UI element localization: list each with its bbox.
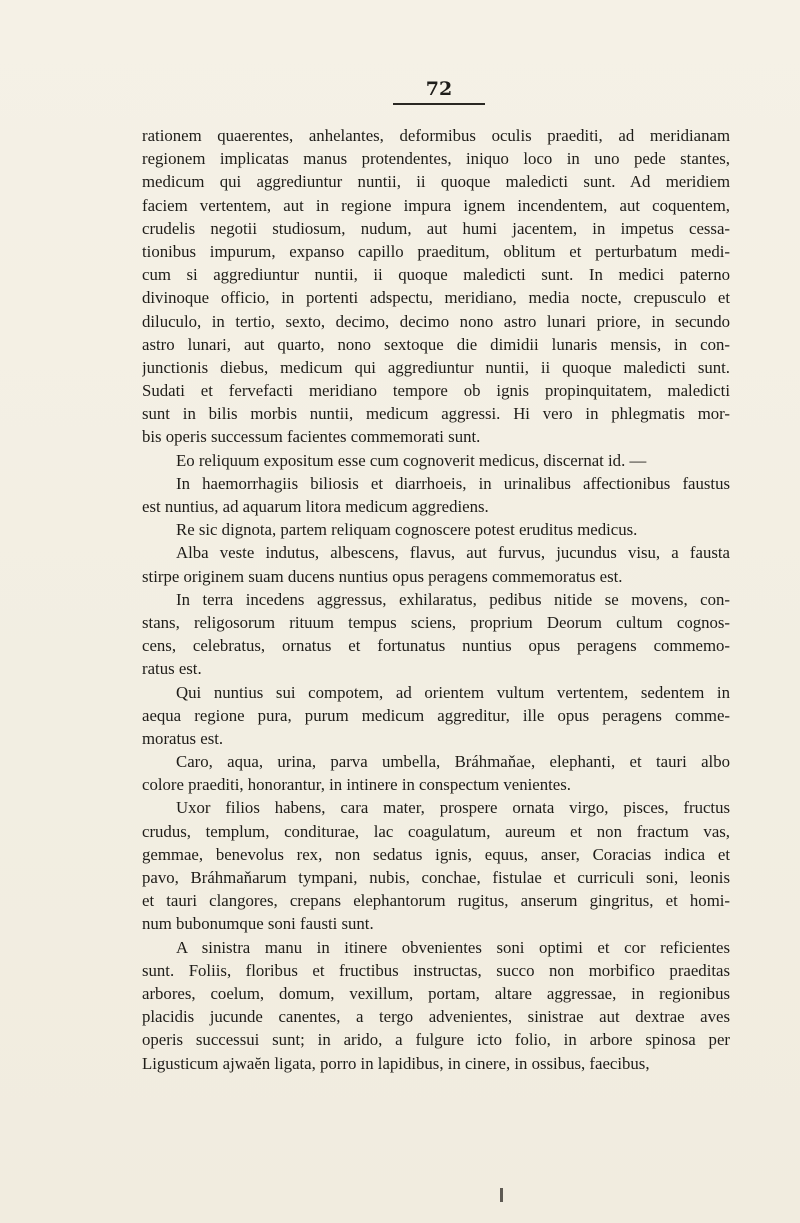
text-line: operis successui sunt; in arido, a fulgure icto folio, in arbore spinosa per [142,1030,730,1050]
paragraph [142,588,730,681]
text-line: et tauri clangores, crepans elephantorum rugitus, anserum gingritus, et homi- [142,891,730,911]
text-line: stirpe originem suam ducens nuntius opus peragens commemoratus est. [142,566,623,586]
text-line: aequa regione pura, purum medicum aggreditur, ille opus peragens comme- [142,705,730,725]
text-line: ratus est. [142,659,202,679]
page-number: 72 [425,78,453,100]
text-line: In terra incedens aggressus, exhilaratus, pedibus nitide se movens, con- [176,589,730,609]
text-line: divinoque officio, in portenti adspectu, meridiano, media nocte, crepusculo et [142,288,730,308]
ink-mark [500,1188,503,1202]
text-line: faciem vertentem, aut in regione impura ignem incendentem, aut coquentem, [142,195,730,215]
paragraph [142,750,730,796]
text-line: junctionis diebus, medicum qui aggrediuntur nuntii, ii quoque maledicti sunt. [142,357,730,377]
text-line: cum si aggrediuntur nuntii, ii quoque maledicti sunt. In medici paterno [142,265,730,285]
text-line: bis operis successum facientes commemorati sunt. [142,427,481,447]
paragraph [142,472,730,518]
text-line: A sinistra manu in itinere obvenientes soni optimi et cor reficientes [176,937,730,957]
text-line: stans, religosorum rituum tempus sciens, proprium Deorum cultum cognos- [142,612,730,632]
text-line: astro lunari, aut quarto, nono sextoque die dimidii lunaris mensis, in con- [142,334,730,354]
text-line: moratus est. [142,728,224,748]
text-line: crudus, templum, conditurae, lac coagulatum, aureum et non fractum vas, [142,821,730,841]
text-line: Uxor filios habens, cara mater, prospere ornata virgo, pisces, fructus [176,798,730,818]
text-line: est nuntius, ad aquarum litora medicum aggrediens. [142,497,489,516]
text-line: num bubonumque soni fausti sunt. [142,914,374,934]
text-line: regionem implicatas manus protendentes, iniquo loco in uno pede stantes, [142,149,730,169]
page-number-rule [393,103,485,105]
text-line: Ligusticum ajwaĕn ligata, porro in lapidibus, in cinere, in ossibus, faecibus, [142,1053,650,1073]
text-line: medicum qui aggrediuntur nuntii, ii quoque maledicti sunt. Ad meridiem [142,172,730,192]
text-line: tionibus impurum, expanso capillo praeditum, oblitum et perturbatum medi- [142,241,730,261]
text-line: Sudati et fervefacti meridiano tempore ob ignis propinquitatem, maledicti [142,381,730,401]
text-line: colore praediti, honorantur, in intinere in conspectum venientes. [142,775,571,795]
body-text [142,124,730,1075]
text-line: pavo, Bráhmaňarum tympani, nubis, conchae, fistulae et curriculi soni, leonis [142,868,730,887]
text-line: Re sic dignota, partem reliquam cognoscere potest eruditus medicus. [176,520,638,540]
paragraph [142,541,730,587]
paragraph [142,124,730,449]
paragraph [142,518,730,541]
paragraph [142,449,730,472]
text-line: crudelis negotii studiosum, nudum, aut humi jacentem, in impetus cessa- [142,218,730,238]
text-line: sunt. Foliis, floribus et fructibus instructas, succo non morbifico praeditas [142,960,730,980]
text-line: gemmae, benevolus rex, non sedatus ignis, equus, anser, Coracias indica et [142,844,730,864]
text-line: diluculo, in tertio, sexto, decimo, decimo nono astro lunari priore, in secundo [142,311,730,331]
text-line: Caro, aqua, urina, parva umbella, Bráhmaňae, elephanti, et tauri albo [176,752,730,772]
paragraph [142,936,730,1075]
text-line: cens, celebratus, ornatus et fortunatus nuntius opus peragens commemo- [142,636,730,656]
text-line: placidis jucunde canentes, a tergo advenientes, sinistrae aut dextrae aves [142,1007,730,1027]
text-line: Eo reliquum expositum esse cum cognoverit medicus, discernat id. — [176,450,647,470]
paragraph [142,681,730,751]
paragraph [142,796,730,935]
text-line: sunt in bilis morbis nuntii, medicum aggressi. Hi vero in phlegmatis mor- [142,404,730,424]
text-line: arbores, coelum, domum, vexillum, portam, altare aggressae, in regionibus [142,983,730,1003]
text-line: Alba veste indutus, albescens, flavus, aut furvus, jucundus visu, a fausta [176,543,730,563]
text-line: Qui nuntius sui compotem, ad orientem vultum vertentem, sedentem in [176,682,730,702]
text-line: rationem quaerentes, anhelantes, deformibus oculis praediti, ad meridianam [142,126,730,145]
text-line: In haemorrhagiis biliosis et diarrhoeis, in urinalibus affectionibus faustus [176,473,730,493]
